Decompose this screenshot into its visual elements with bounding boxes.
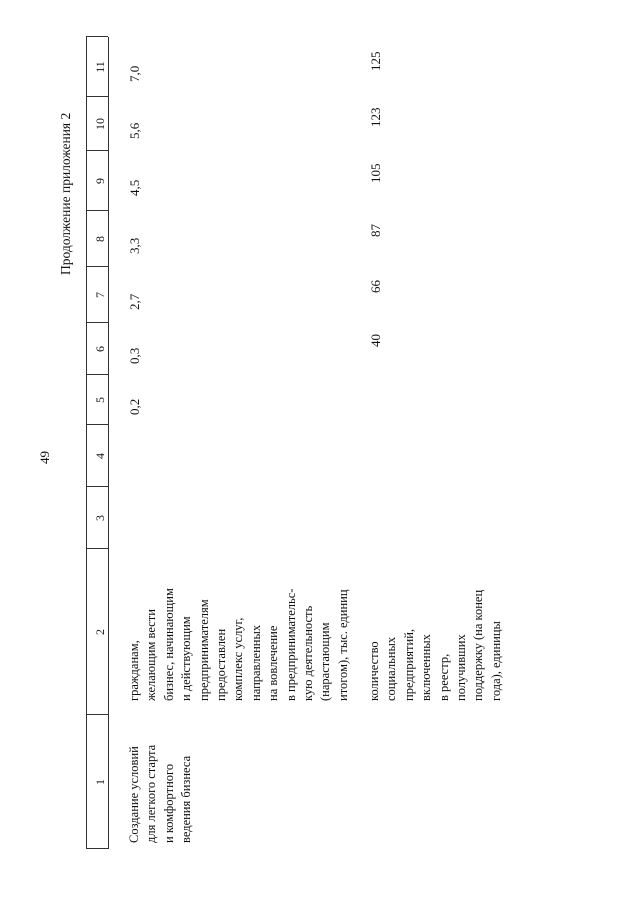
column-header: 6 xyxy=(93,346,107,352)
column-divider xyxy=(86,266,108,267)
column-divider xyxy=(86,486,108,487)
column-divider xyxy=(86,374,108,375)
row2-value: 87 xyxy=(368,224,383,237)
row1-value: 3,3 xyxy=(127,237,142,254)
table-header-border xyxy=(108,37,109,849)
row1-value: 7,0 xyxy=(127,65,142,82)
column-header: 11 xyxy=(93,61,107,73)
table-top-border xyxy=(86,37,87,849)
column-divider xyxy=(86,96,108,97)
row2-value: 123 xyxy=(368,107,383,127)
row1-value: 2,7 xyxy=(127,293,142,310)
column-divider xyxy=(86,36,108,37)
column-divider xyxy=(86,322,108,323)
column-header: 7 xyxy=(93,292,107,298)
row2-value: 66 xyxy=(368,280,383,293)
row1-value: 4,5 xyxy=(127,179,142,196)
row2-value: 125 xyxy=(368,51,383,71)
column-header: 3 xyxy=(93,515,107,521)
page-number: 49 xyxy=(37,451,52,464)
row2-value: 105 xyxy=(368,163,383,183)
appendix-caption: Продолжение приложения 2 xyxy=(58,112,73,275)
row1-col2-text: гражданам, желающим вести бизнес, начинающим и действующим предпринимателям предоставлен комплекс услуг, направленных на вовлечение в предпринимательс- кую деятельность (нарастающим итогом), тыс. единиц xyxy=(127,588,350,701)
column-header: 5 xyxy=(93,397,107,403)
column-header: 4 xyxy=(93,453,107,459)
row1-value: 0,2 xyxy=(127,398,142,415)
column-header: 1 xyxy=(93,779,107,785)
row2-value: 40 xyxy=(368,334,383,347)
row1-value: 5,6 xyxy=(127,122,142,139)
column-header: 2 xyxy=(93,629,107,635)
column-divider xyxy=(86,714,108,715)
row1-value: 0,3 xyxy=(127,347,142,364)
column-divider xyxy=(86,424,108,425)
row1-col1-text: Создание условий для легкого старта и комфортного ведения бизнеса xyxy=(127,744,194,843)
column-header: 8 xyxy=(93,236,107,242)
row2-col2-text: количество социальных предприятий, включенных в реестр, получивших поддержку (на конец года), единицы xyxy=(367,589,503,701)
column-header: 9 xyxy=(93,178,107,184)
column-divider xyxy=(86,848,108,849)
column-divider xyxy=(86,210,108,211)
column-header: 10 xyxy=(93,118,107,130)
column-divider xyxy=(86,548,108,549)
column-divider xyxy=(86,150,108,151)
